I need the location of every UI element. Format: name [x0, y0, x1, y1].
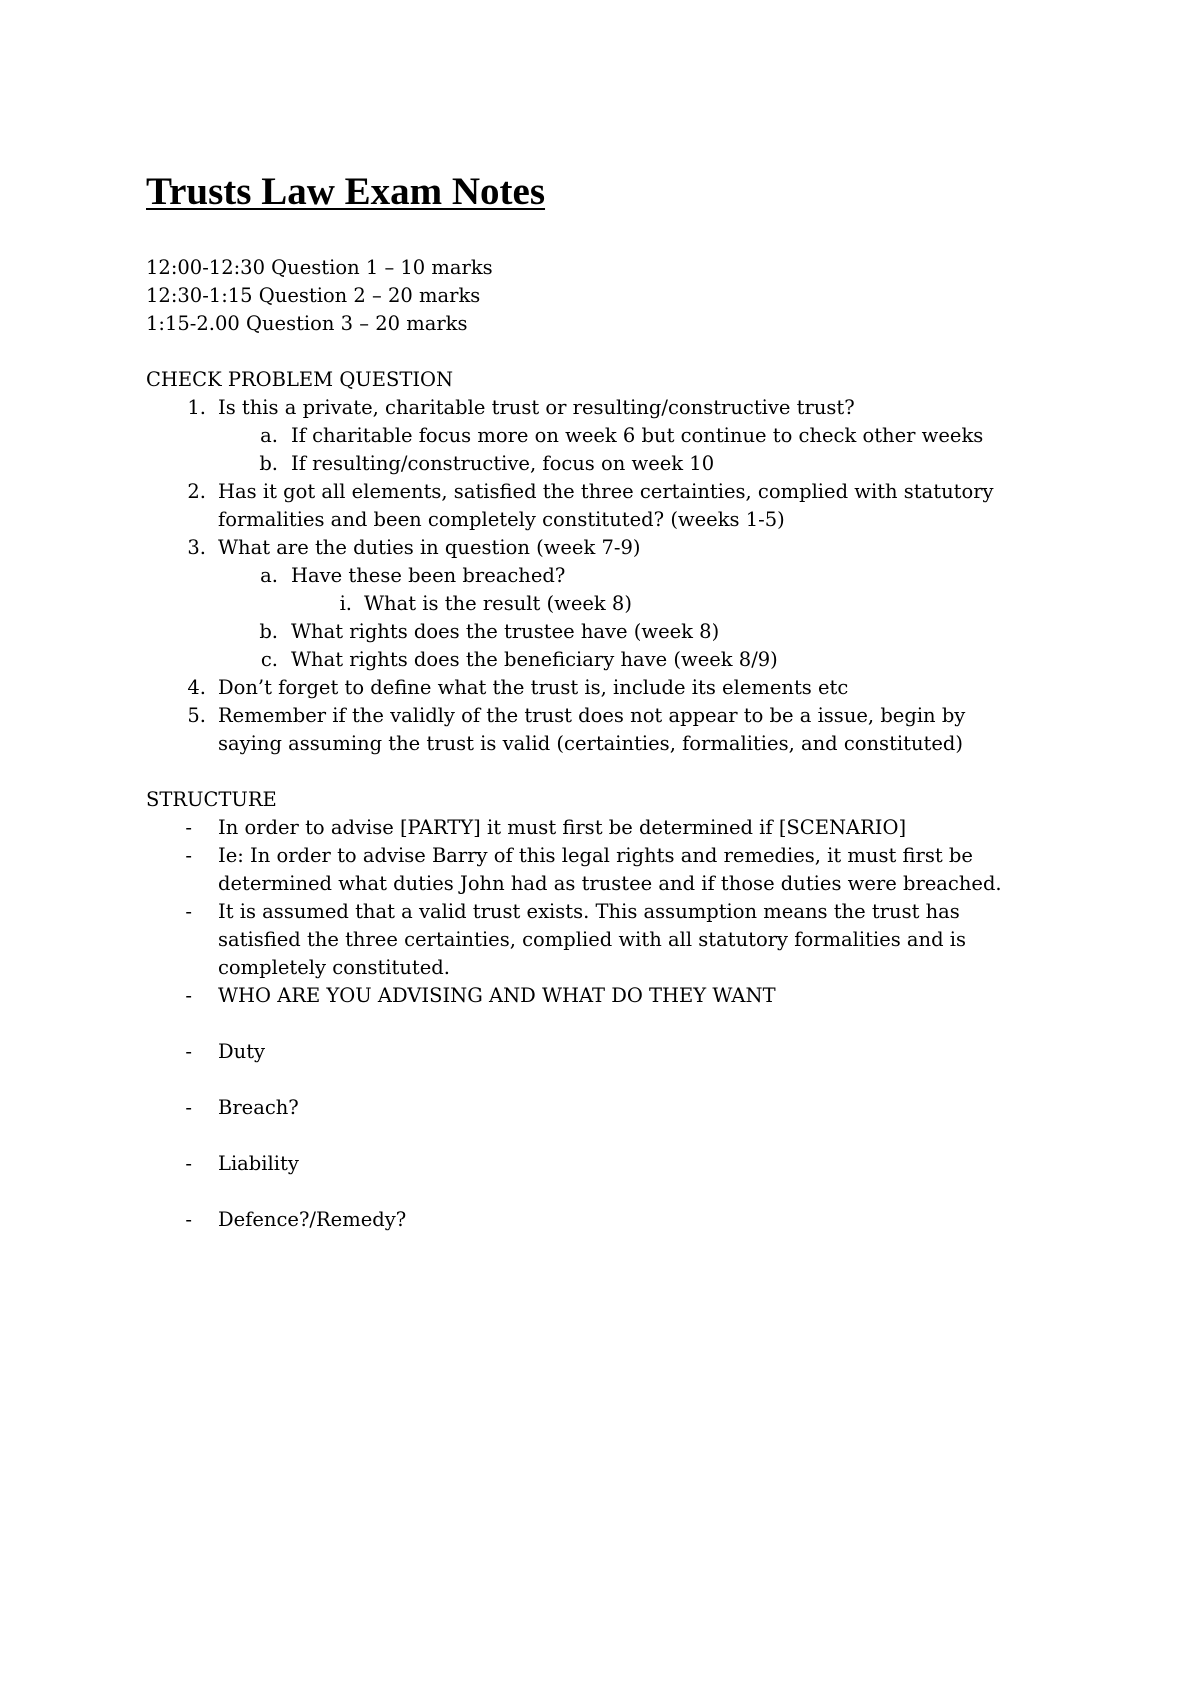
- bullet-item-text: Duty: [218, 1040, 266, 1063]
- bullet-item-text: Liability: [218, 1152, 299, 1175]
- list-item-text: What are the duties in question (week 7-9): [218, 536, 641, 559]
- bullet-dash: -: [185, 1152, 192, 1175]
- list-number: 3.: [187, 536, 206, 559]
- list-number: 5.: [187, 704, 206, 727]
- bullet-item-text: completely constituted.: [218, 956, 450, 979]
- bullet-item-text: Breach?: [218, 1096, 299, 1119]
- sub-list-item-text: What rights does the beneficiary have (week 8/9): [291, 648, 778, 671]
- sub-list-label: a.: [260, 424, 278, 447]
- sub-list-item-text: If charitable focus more on week 6 but continue to check other weeks: [291, 424, 984, 447]
- list-item-text: Is this a private, charitable trust or resulting/constructive trust?: [218, 396, 855, 419]
- bullet-item-text: WHO ARE YOU ADVISING AND WHAT DO THEY WANT: [218, 984, 776, 1007]
- bullet-dash: -: [185, 900, 192, 923]
- sub-list-label: b.: [259, 452, 278, 475]
- bullet-dash: -: [185, 984, 192, 1007]
- section-heading: CHECK PROBLEM QUESTION: [146, 368, 454, 391]
- schedule-line: 12:00-12:30 Question 1 – 10 marks: [146, 256, 493, 279]
- sub-list-item-text: Have these been breached?: [291, 564, 566, 587]
- list-number: 2.: [187, 480, 206, 503]
- bullet-dash: -: [185, 844, 192, 867]
- schedule-line: 12:30-1:15 Question 2 – 20 marks: [146, 284, 481, 307]
- bullet-item-text: It is assumed that a valid trust exists. This assumption means the trust has: [218, 900, 960, 923]
- sub-list-item-text: If resulting/constructive, focus on week 10: [291, 452, 715, 475]
- sub-sub-list-item-text: What is the result (week 8): [364, 592, 632, 615]
- bullet-item-text: determined what duties John had as trustee and if those duties were breached.: [218, 872, 1002, 895]
- bullet-item-text: satisfied the three certainties, complied with all statutory formalities and is: [218, 928, 967, 951]
- list-item-text: Remember if the validly of the trust does not appear to be a issue, begin by: [218, 704, 966, 727]
- list-item-text: Has it got all elements, satisfied the three certainties, complied with statutory: [218, 480, 994, 503]
- sub-list-label: c.: [260, 648, 278, 671]
- bullet-dash: -: [185, 1040, 192, 1063]
- bullet-dash: -: [185, 1208, 192, 1231]
- section-heading: STRUCTURE: [146, 788, 277, 811]
- bullet-item-text: In order to advise [PARTY] it must first be determined if [SCENARIO]: [218, 816, 907, 839]
- bullet-dash: -: [185, 816, 192, 839]
- list-item-text: Don’t forget to define what the trust is, include its elements etc: [218, 676, 849, 699]
- bullet-item-text: Ie: In order to advise Barry of this legal rights and remedies, it must first be: [218, 844, 973, 867]
- list-item-text: saying assuming the trust is valid (certainties, formalities, and constituted): [218, 732, 963, 755]
- sub-sub-list-label: i.: [339, 592, 352, 615]
- bullet-item-text: Defence?/Remedy?: [218, 1208, 407, 1231]
- document-title: Trusts Law Exam Notes: [146, 170, 546, 213]
- list-number: 1.: [187, 396, 206, 419]
- sub-list-item-text: What rights does the trustee have (week 8): [291, 620, 720, 643]
- sub-list-label: b.: [259, 620, 278, 643]
- bullet-dash: -: [185, 1096, 192, 1119]
- schedule-line: 1:15-2.00 Question 3 – 20 marks: [146, 312, 468, 335]
- list-item-text: formalities and been completely constituted? (weeks 1-5): [218, 508, 785, 531]
- list-number: 4.: [187, 676, 206, 699]
- sub-list-label: a.: [260, 564, 278, 587]
